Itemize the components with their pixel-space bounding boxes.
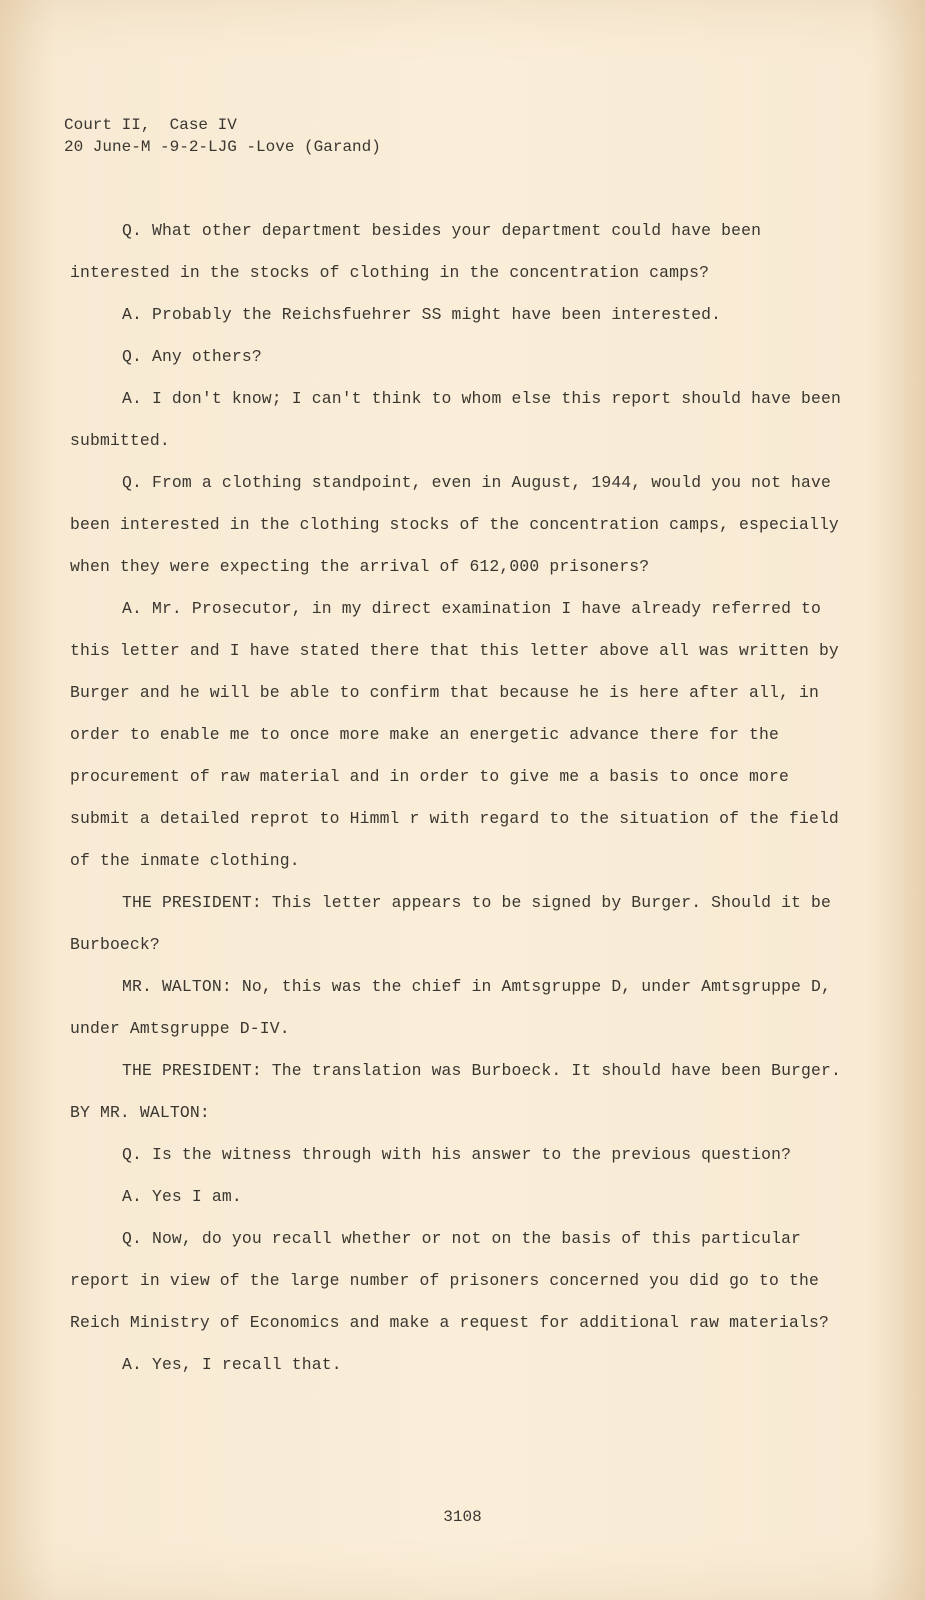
header-session-info: 20 June-M -9-2-LJG -Love (Garand) [64,138,381,156]
transcript-answer: A. Probably the Reichsfuehrer SS might have been interested. [122,305,722,324]
transcript-answer: A. I don't know; I can't think to whom else this report should have been submitted. [70,389,841,450]
transcript-question: Q. Any others? [122,347,262,366]
transcript-question: Q. From a clothing standpoint, even in August, 1944, would you not have been interested in the clothing stocks of the concentration camps, especially when they were expecting the arrival of 612,000 prisoners? [70,473,839,576]
transcript-answer: A. Yes, I recall that. [122,1355,342,1374]
document-header [64,114,381,158]
transcript-answer: A. Mr. Prosecutor, in my direct examination I have already referred to this letter and I have stated there that this letter above all was written by Burger and he will be able to confirm that because he is here after all, in order to enable me to once more make an energetic advance there for the procurement of raw material and in order to give me a basis to once more submit a detailed reprot to Himml r with regard to the situation of the field of the inmate clothing. [70,599,839,870]
president-remark: THE PRESIDENT: The translation was Burboeck. It should have been Burger. [122,1061,841,1080]
walton-remark: MR. WALTON: No, this was the chief in Amtsgruppe D, under Amtsgruppe D, under Amtsgruppe D-IV. [70,977,832,1038]
transcript-body [70,210,850,1386]
transcript-question: Q. What other department besides your department could have been interested in the stocks of clothing in the concentration camps? [70,221,762,282]
header-court-case: Court II, Case IV [64,116,237,134]
transcript-question: Q. Now, do you recall whether or not on the basis of this particular report in view of the large number of prisoners concerned you did go to the Reich Ministry of Economics and make a request for additional raw materials? [70,1229,829,1332]
president-remark: THE PRESIDENT: This letter appears to be signed by Burger. Should it be Burboeck? [70,893,832,954]
page-number: 3108 [443,1508,482,1526]
transcript-question: Q. Is the witness through with his answer to the previous question? [122,1145,792,1164]
examiner-heading: BY MR. WALTON: [70,1103,210,1122]
transcript-answer: A. Yes I am. [122,1187,242,1206]
